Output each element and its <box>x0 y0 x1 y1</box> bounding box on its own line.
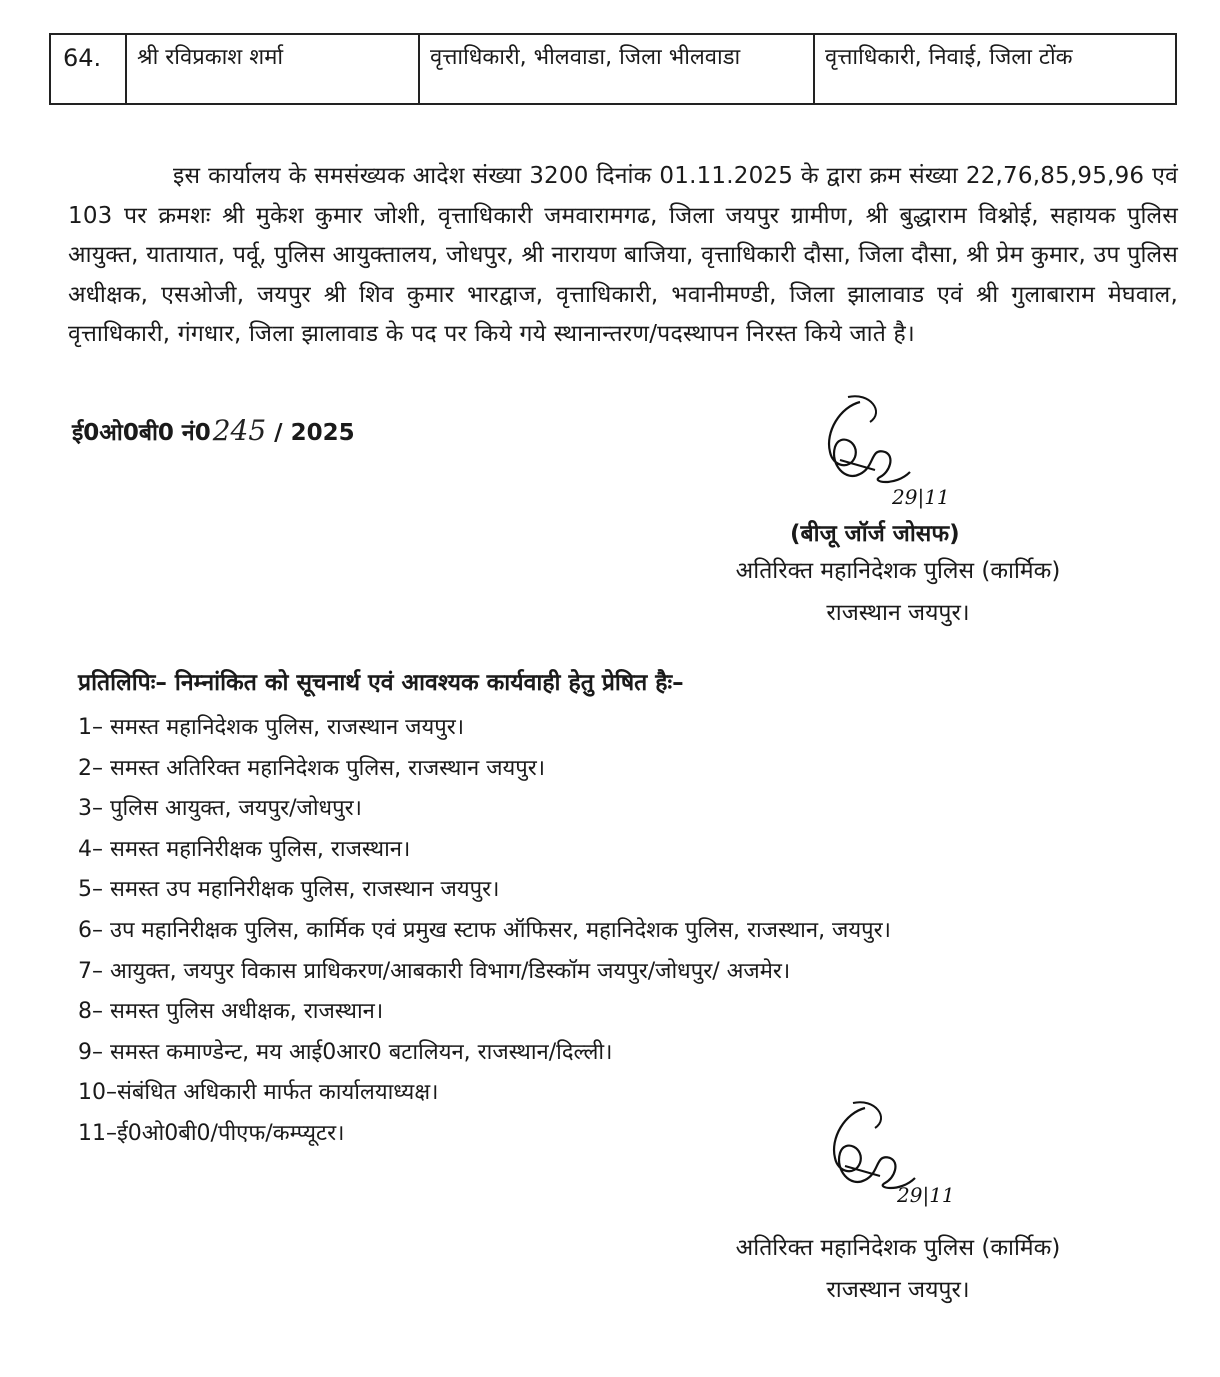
list-item: 2– समस्त अतिरिक्त महानिदेशक पुलिस, राजस्थान जयपुर। <box>78 755 546 781</box>
footer-place: राजस्थान जयपुर। <box>826 1277 970 1303</box>
list-item: 6– उप महानिरीक्षक पुलिस, कार्मिक एवं प्रमुख स्टाफ ऑफिसर, महानिदेशक पुलिस, राजस्थान, जयपुर। <box>78 917 891 943</box>
signatory-name: (बीजू जॉर्ज जोसफ) <box>790 521 960 547</box>
signatory-place: राजस्थान जयपुर। <box>826 600 970 626</box>
list-item: 8– समस्त पुलिस अधीक्षक, राजस्थान। <box>78 999 384 1025</box>
signature-date: 29|11 <box>892 485 950 509</box>
to-post-cell: वृत्ताधिकारी, निवाई, जिला टोंक <box>814 34 1176 104</box>
from-post-cell: वृत्ताधिकारी, भीलवाडा, जिला भीलवाडा <box>419 34 814 104</box>
serial-number: 64. <box>50 34 126 104</box>
handwritten-order-number: 245 <box>212 414 267 447</box>
copy-heading: प्रतिलिपिः– निम्नांकित को सूचनार्थ एवं आवश्यक कार्यवाही हेतु प्रेषित हैः– <box>78 670 684 696</box>
order-prefix: ई0ओ0बी0 नं0 <box>72 420 211 446</box>
list-item: 9– समस्त कमाण्डेन्ट, मय आई0आर0 बटालियन, राजस्थान/दिल्ली। <box>78 1039 613 1065</box>
officer-name-cell: श्री रविप्रकाश शर्मा <box>126 34 419 104</box>
list-item: 10–संबंधित अधिकारी मार्फत कार्यालयाध्यक्ष। <box>78 1080 439 1106</box>
list-item: 11–ई0ओ0बी0/पीएफ/कम्प्यूटर। <box>78 1120 345 1146</box>
list-item: 1– समस्त महानिदेशक पुलिस, राजस्थान जयपुर। <box>78 715 465 740</box>
order-year: / 2025 <box>274 420 355 446</box>
list-item: 4– समस्त महानिरीक्षक पुलिस, राजस्थान। <box>78 836 411 862</box>
order-paragraph: इस कार्यालय के समसंख्यक आदेश संख्या 3200 दिनांक 01.11.2025 के द्वारा क्रम संख्या 22,76,85,95,96 एवं 103 पर क्रमशः श्री मुकेश कुमार जोशी, वृत्ताधिकारी जमवारामगढ, जिला जयपुर ग्रामीण, श्री बुद्धाराम विश्नोई, सहायक पुलिस आयुक्त, यातायात, पर्वू, पुलिस आयुक्तालय, जोधपुर, श्री नारायण बाजिया, वृत्ताधिकारी दौसा, जिला दौसा, श्री प्रेम कुमार, उप पुलिस अधीक्षक, एसओजी, जयपुर श्री शिव कुमार भारद्वाज, वृत्ताधिकारी, भवानीमण्डी, जिला झालावाड एवं श्री गुलाबाराम मेघवाल, वृत्ताधिकारी, गंगधार, जिला झालावाड के पद पर किये गये स्थानान्तरण/पदस्थापन निरस्त किये जाते है। <box>68 163 1178 347</box>
order-number <box>72 414 355 447</box>
table-row <box>50 34 1176 104</box>
footer-designation: अतिरिक्त महानिदेशक पुलिस (कार्मिक) <box>735 1235 1061 1261</box>
list-item: 5– समस्त उप महानिरीक्षक पुलिस, राजस्थान जयपुर। <box>78 877 500 903</box>
copy-list <box>78 708 891 1155</box>
signature-date: 29|11 <box>897 1183 955 1207</box>
signature-icon <box>805 1098 955 1216</box>
signature-icon <box>800 392 950 510</box>
signatory-designation: अतिरिक्त महानिदेशक पुलिस (कार्मिक) <box>735 558 1061 584</box>
transfer-table <box>49 33 1177 105</box>
list-item: 7– आयुक्त, जयपुर विकास प्राधिकरण/आबकारी विभाग/डिस्कॉम जयपुर/जोधपुर/ अजमेर। <box>78 958 791 984</box>
list-item: 3– पुलिस आयुक्त, जयपुर/जोधपुर। <box>78 796 362 822</box>
